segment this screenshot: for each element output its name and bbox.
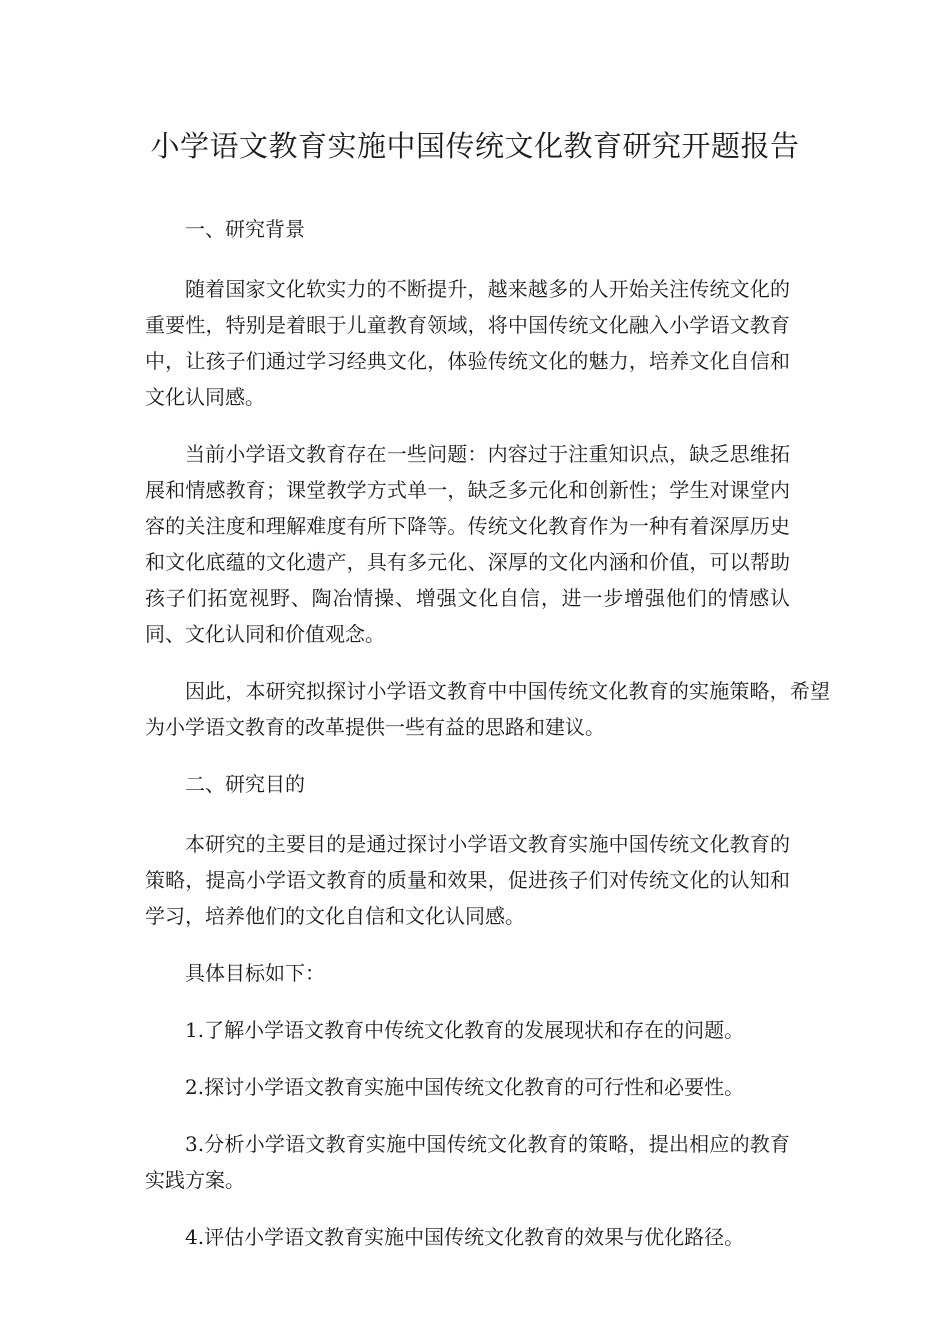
goal-item-3: 3.分析小学语文教育实施中国传统文化教育的策略，提出相应的教育实践方案。 <box>145 1132 790 1192</box>
background-paragraph-1: 随着国家文化软实力的不断提升，越来越多的人开始关注传统文化的重要性，特别是着眼于儿童教育领域，将中国传统文化融入小学语文教育中，让孩子们通过学习经典文化，体验传统文化的魅力，培养文化自信和文化认同感。 <box>145 277 790 409</box>
background-paragraph-3: 因此，本研究拟探讨小学语文教育中中国传统文化教育的实施策略，希望为小学语文教育的改革提供一些有益的思路和建议。 <box>145 679 830 739</box>
document-title: 小学语文教育实施中国传统文化教育研究开题报告 <box>150 129 800 163</box>
section-heading-purpose: 二、研究目的 <box>185 772 305 796</box>
document-body <box>145 211 830 1276</box>
goal-item-2: 2.探讨小学语文教育实施中国传统文化教育的可行性和必要性。 <box>185 1075 745 1099</box>
goal-item-4: 4.评估小学语文教育实施中国传统文化教育的效果与优化路径。 <box>185 1225 745 1249</box>
goals-intro: 具体目标如下： <box>185 961 325 985</box>
background-paragraph-2: 当前小学语文教育存在一些问题：内容过于注重知识点，缺乏思维拓展和情感教育；课堂教学方式单一，缺乏多元化和创新性；学生对课堂内容的关注度和理解难度有所下降等。传统文化教育作为一种有着深厚历史和文化底蕴的文化遗产，具有多元化、深厚的文化内涵和价值，可以帮助孩子们拓宽视野、陶冶情操、增强文化自信，进一步增强他们的情感认同、文化认同和价值观念。 <box>145 442 790 646</box>
purpose-paragraph-1: 本研究的主要目的是通过探讨小学语文教育实施中国传统文化教育的策略，提高小学语文教育的质量和效果，促进孩子们对传统文化的认知和学习，培养他们的文化自信和文化认同感。 <box>145 832 790 928</box>
section-heading-background: 一、研究背景 <box>185 217 305 241</box>
goal-item-1: 1.了解小学语文教育中传统文化教育的发展现状和存在的问题。 <box>185 1018 745 1042</box>
